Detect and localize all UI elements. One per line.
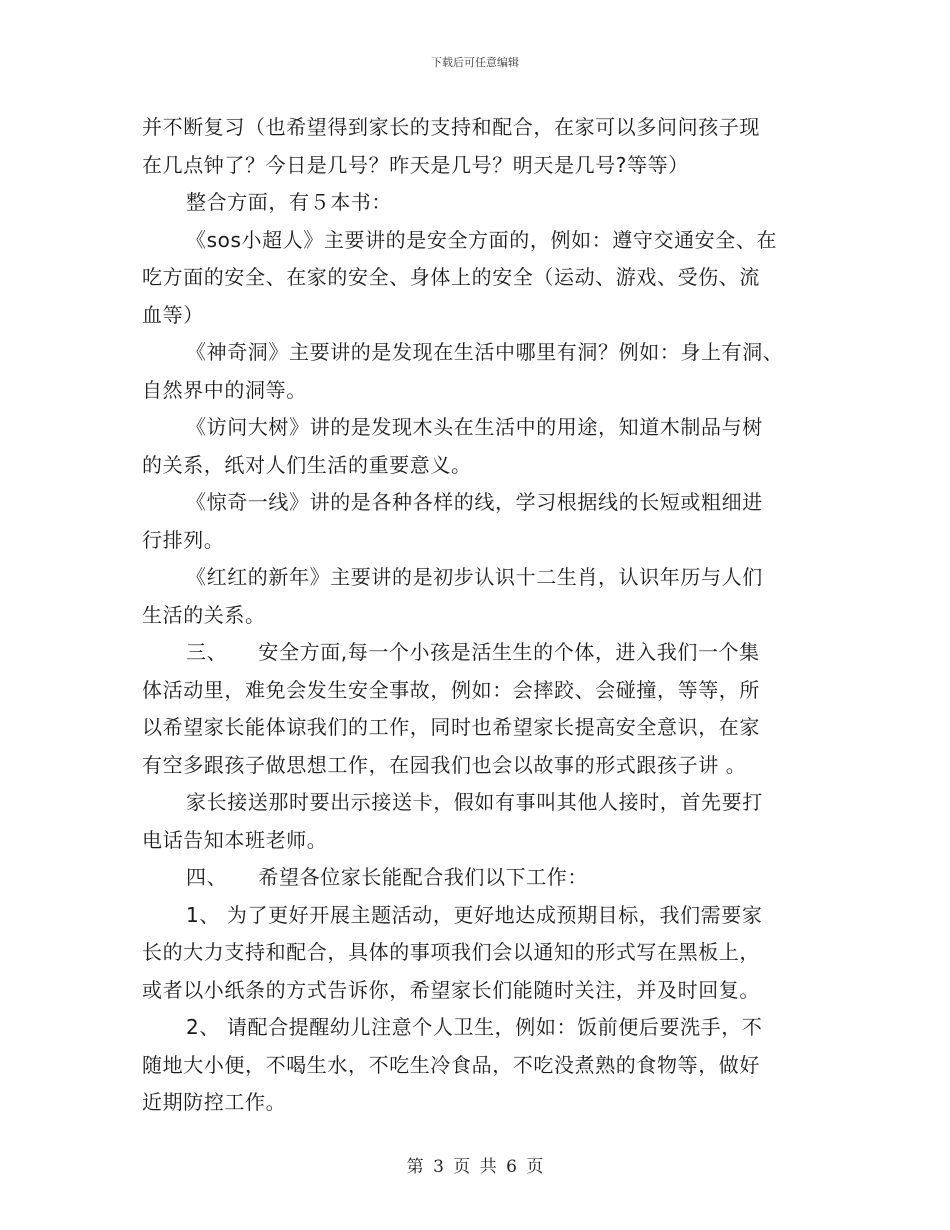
paragraph: [142, 222, 814, 260]
paragraph-continuation: [142, 259, 814, 334]
text-line: 1、 为了更好开展主题活动，更好地达成预期目标，我们需要家: [186, 902, 763, 927]
paragraph: [142, 184, 814, 222]
text-line: 四、 希望各位家长能配合我们以下工作：: [186, 865, 588, 889]
text-line: 整合方面，有５本书：: [186, 190, 392, 214]
page-header: 下载后可任意编辑: [431, 56, 519, 69]
text-line: 行排列。: [142, 527, 225, 552]
paragraph: [142, 897, 814, 935]
paragraph-continuation: [142, 822, 814, 860]
text-line: 的关系，纸对人们生活的重要意义。: [142, 452, 472, 477]
paragraph: [142, 334, 814, 372]
paragraph-continuation: [142, 447, 814, 485]
text-line: 长的大力支持和配合，具体的事项我们会以通知的形式写在黑板上，: [142, 940, 760, 964]
text-line: 近期防控工作。: [142, 1090, 287, 1114]
paragraph: [142, 559, 814, 597]
paragraph-continuation: [142, 1047, 814, 1122]
text-line: 吃方面的安全、在家的安全、身体上的安全（运动、游戏、受伤、流: [142, 265, 760, 289]
paragraph-continuation: [142, 934, 814, 1009]
text-line: 《访问大树》讲的是发现木头在生活中的用途，知道木制品与树: [186, 415, 763, 439]
text-line: 《神奇洞》主要讲的是发现在生活中哪里有洞？例如：身上有洞、: [186, 340, 784, 364]
text-line: 随地大小便，不喝生水，不吃生冷食品，不吃没煮熟的食物等，做好: [142, 1052, 760, 1077]
text-line: 电话告知本班老师。: [142, 827, 328, 852]
text-line: 并不断复习（也希望得到家长的支持和配合，在家可以多问问孩子现: [142, 115, 760, 139]
text-line: 2、 请配合提醒幼儿注意个人卫生，例如：饭前便后要洗手，不: [186, 1015, 763, 1039]
text-line: 自然界中的洞等。: [142, 377, 307, 402]
paragraph: [142, 109, 814, 184]
paragraph: [142, 409, 814, 447]
paragraph-continuation: [142, 372, 814, 410]
text-line: 以希望家长能体谅我们的工作，同时也希望家长提高安全意识，在家: [142, 715, 760, 739]
paragraph: [142, 784, 814, 822]
paragraph: [142, 484, 814, 522]
text-line: 《惊奇一线》讲的是各种各样的线，学习根据线的长短或粗细进: [186, 490, 763, 514]
paragraph: [142, 634, 814, 672]
text-line: 《sos小超人》主要讲的是安全方面的，例如：遵守交通安全、在: [186, 227, 778, 252]
text-line: 生活的关系。: [142, 602, 266, 627]
page-number-footer: 第 3 页 共 6 页: [406, 1157, 544, 1177]
paragraph: [142, 859, 814, 897]
text-line: 《红红的新年》主要讲的是初步认识十二生肖，认识年历与人们: [186, 565, 763, 589]
text-line: 在几点钟了？今日是几号？昨天是几号？明天是几号?等等）: [142, 152, 689, 177]
text-line: 家长接送那时要出示接送卡，假如有事叫其他人接时，首先要打: [186, 790, 763, 814]
text-line: 三、 安全方面,每一个小孩是活生生的个体，进入我们一个集: [186, 640, 760, 664]
text-line: 有空多跟孩子做思想工作，在园我们也会以故事的形式跟孩子讲 。: [142, 752, 747, 777]
document-body: [142, 109, 814, 1122]
text-line: 或者以小纸条的方式告诉你，希望家长们能随时关注，并及时回复。: [142, 977, 760, 1002]
paragraph-continuation: [142, 672, 814, 785]
paragraph-continuation: [142, 522, 814, 560]
text-line: 血等）: [142, 302, 204, 327]
text-line: 体活动里，难免会发生安全事故，例如：会摔跤、会碰撞，等等，所: [142, 677, 760, 702]
paragraph-continuation: [142, 597, 814, 635]
paragraph: [142, 1009, 814, 1047]
